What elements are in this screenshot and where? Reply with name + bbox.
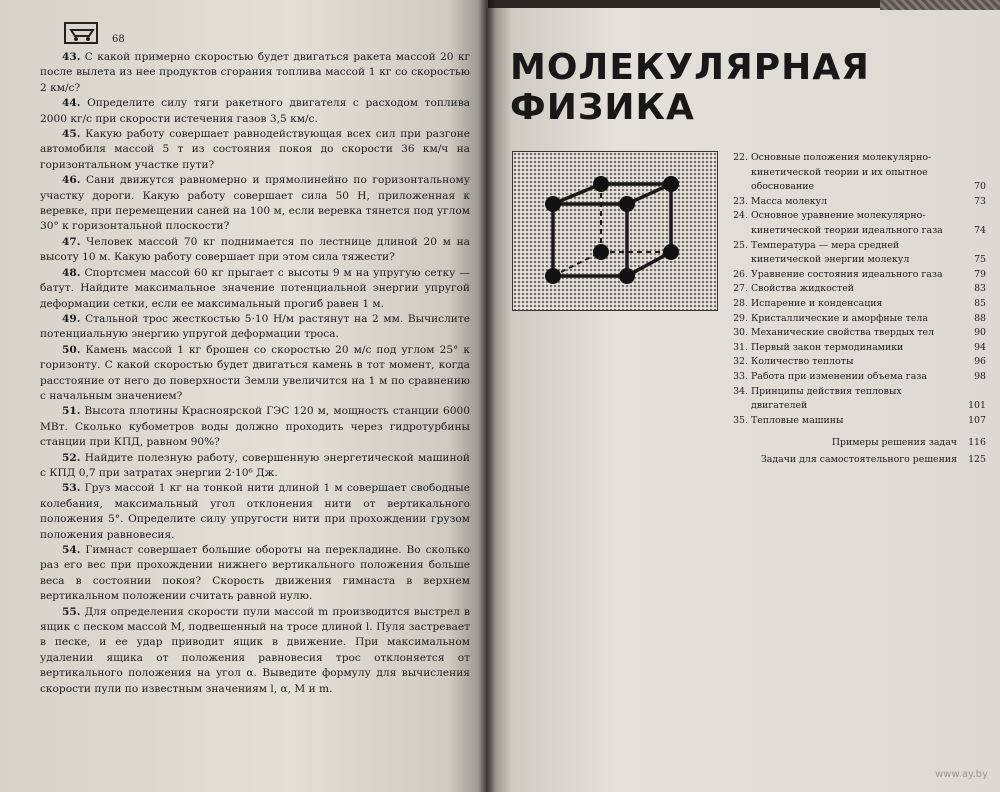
molecule-cube-illustration [512,151,718,311]
problem-53: 53. Груз массой 1 кг на тонкой нити длиной 1 м совершает свободные колебания, максимальный угол отклонения нити от вертикального положения 5°. Определите силу упругости нити при прохождении грузом положения равновесия. [40,482,470,541]
section-icon [64,22,98,44]
watermark: www.ay.by [935,769,988,780]
background-fabric [880,0,1000,10]
toc-item[interactable]: 22. Основные положения молекулярно-кинетической теории и их опытное обоснование 70 [733,152,986,193]
toc-extra-problems[interactable]: Задачи для самостоятельного решения 125 [760,453,986,465]
problem-52: 52. Найдите полезную работу, совершенную энергетической машиной с КПД 0,7 при затратах энергии 2·10⁶ Дж. [40,451,470,479]
toc-item[interactable]: 29. Кристаллические и аморфные тела 88 [733,312,986,324]
chapter-title-line-2: ФИЗИКА [510,87,695,128]
problem-54: 54. Гимнаст совершает большие обороты на перекладине. Во сколько раз его вес при прохождении нижнего вертикального положения больше веса в состоянии покоя? Скорость движения гимнаста в верхнем вертикальном положении считать равной нулю. [40,544,471,603]
toc-item[interactable]: 24. Основное уравнение молекулярно-кинетической теории идеального газа 74 [733,210,986,236]
problems-list [40,50,470,697]
toc-item[interactable]: 28. Испарение и конденсация 85 [733,297,986,309]
left-page [0,0,488,792]
problem-50: 50. Камень массой 1 кг брошен со скоростью 20 м/с под углом 25° к горизонту. С какой скоростью будет двигаться камень в тот момент, когда расстояние от него до поверхности Земли увеличится на 1 м по сравнению с начальным значением? [40,343,470,402]
problem-43: 43. С какой примерно скоростью будет двигаться ракета массой 20 кг после вылета из нее продуктов сгорания топлива массой 1 кг со скоростью 2 км/с? [40,51,470,94]
toc-item[interactable]: 31. Первый закон термодинамики 94 [733,341,986,353]
toc-item[interactable]: 27. Свойства жидкостей 83 [733,283,986,295]
page-number: 68 [112,34,125,45]
toc-item[interactable]: 32. Количество теплоты 96 [733,356,986,368]
toc-item[interactable]: 30. Механические свойства твердых тел 90 [733,327,986,339]
toc-item[interactable]: 25. Температура — мера средней кинетической энергии молекул 75 [733,239,986,266]
problem-46: 46. Сани движутся равномерно и прямолинейно по горизонтальному участку дороги. Какую работу совершает сила 50 Н, приложенная к веревке, при перемещении саней на 100 м, если веревка тянется под углом 30° к горизонтальной плоскости? [40,174,470,233]
problem-45: 45. Какую работу совершает равнодействующая всех сил при разгоне автомобиля массой 5 т из состояния покоя до скорости 36 км/ч на горизонтальном участке пути? [40,128,470,171]
toc-item[interactable]: 35. Тепловые машины 107 [733,414,986,426]
toc-item[interactable]: 33. Работа при изменении объема газа 98 [733,370,986,382]
problem-55: 55. Для определения скорости пули массой m производится выстрел в ящик с песком массой M, подвешенный на тросе длиной l. Пуля застревает в песке, и ее удар приводит ящик в движение. При максимальном удалении ящика от положения равновесия трос отклоняется от вертикального положения на угол α. Выведите формулу для вычисления скорости пули по известным значениям l, α, M и m. [40,605,470,695]
toc-item[interactable]: 26. Уравнение состояния идеального газа 79 [733,268,986,280]
book-gutter [478,0,496,792]
toc-item[interactable]: 34. Принципы действия тепловых двигателей 101 [733,385,986,412]
chapter-title-line-1: МОЛЕКУЛЯРНАЯ [510,47,870,88]
problem-47: 47. Человек массой 70 кг поднимается по лестнице длиной 20 м на высоту 10 м. Какую работу совершает при этом сила тяжести? [40,235,470,264]
right-page [486,8,1000,792]
table-of-contents [730,151,986,467]
toc-item[interactable]: 23. Масса молекул 73 [733,195,986,207]
problem-51: 51. Высота плотины Красноярской ГЭС 120 м, мощность станции 6000 МВт. Сколько кубометров воды должно проходить через гидротурбины станции при КПД, равном 90%? [40,405,470,449]
problem-49: 49. Стальной трос жесткостью 5·10 Н/м растянут на 2 мм. Вычислите потенциальную энергию упругой деформации троса. [40,312,470,341]
problem-44: 44. Определите силу тяги ракетного двигателя с расходом топлива 2000 кг/с при скорости истечения газов 3,5 км/с. [40,97,470,125]
problem-48: 48. Спортсмен массой 60 кг прыгает с высоты 9 м на упругую сетку — батут. Найдите максимальное значение потенциальной энергии упругой деформации сетки, если ее максимальный прогиб равен 1 м. [40,266,470,310]
toc-extra-examples[interactable]: Примеры решения задач 116 [831,437,986,449]
chapter-title [510,48,870,128]
